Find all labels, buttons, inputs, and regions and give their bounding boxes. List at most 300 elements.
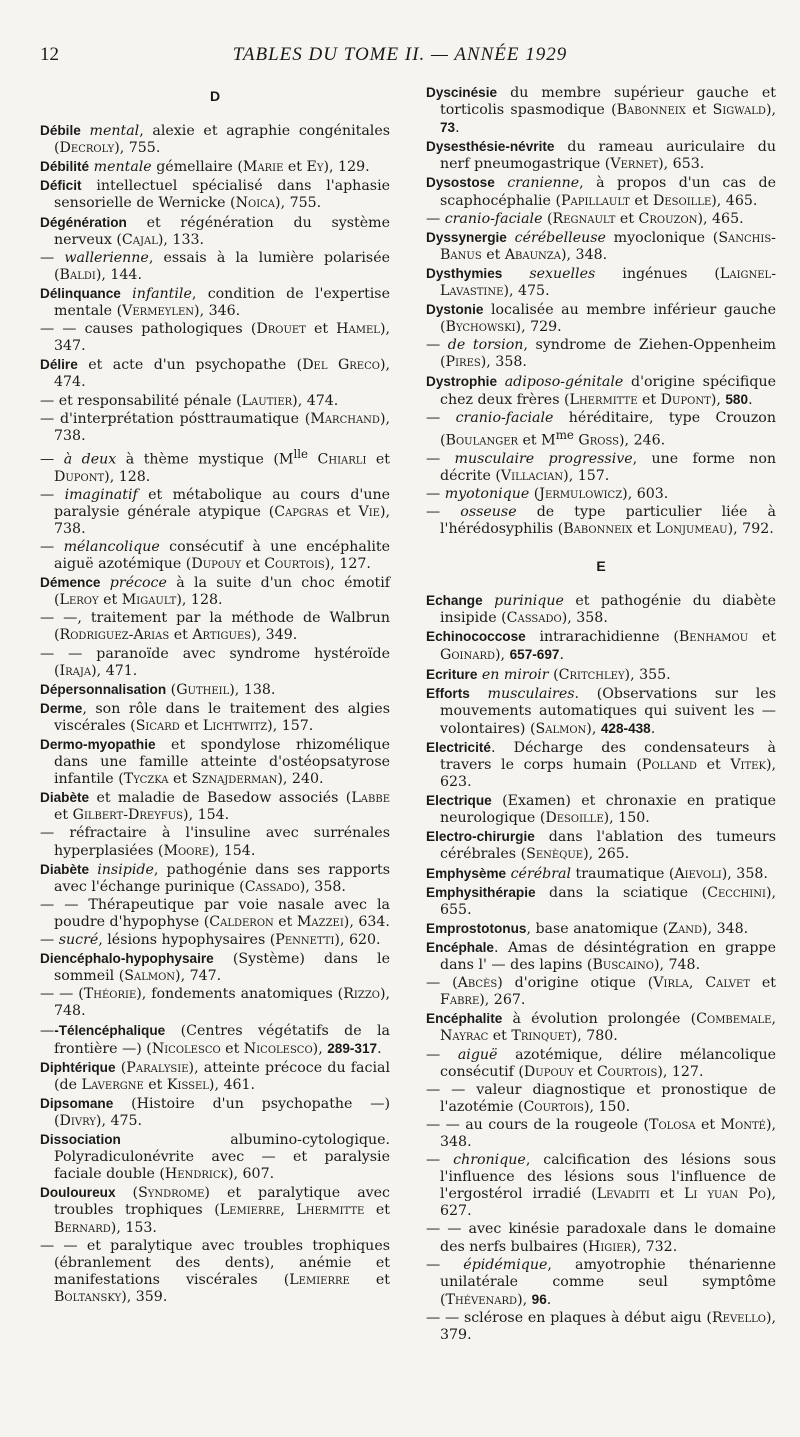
author-name: Tolosa bbox=[648, 1116, 696, 1133]
text: intrarachidienne ( bbox=[525, 629, 679, 646]
text: et bbox=[283, 159, 307, 176]
index-entry bbox=[426, 828, 776, 863]
headword: Délire bbox=[40, 357, 78, 373]
text: — bbox=[40, 451, 64, 468]
author-name: Crouzon bbox=[638, 210, 698, 227]
italic-text: mental bbox=[89, 123, 140, 140]
text: — bbox=[426, 409, 456, 426]
text bbox=[497, 374, 505, 390]
text: ), 627. bbox=[440, 1186, 776, 1220]
author-name: Dupouy bbox=[523, 1063, 574, 1080]
italic-text: infantile bbox=[132, 285, 192, 302]
superscript: me bbox=[555, 427, 574, 442]
italic-text: insipide bbox=[97, 861, 154, 878]
headword: -Télencéphalique bbox=[54, 1022, 166, 1038]
text: à évolution prolongée ( bbox=[502, 1011, 697, 1028]
author-name: Salmon bbox=[535, 720, 587, 737]
text: . Amas de désintégration en grappe dans l' — des lapins ( bbox=[440, 939, 776, 974]
author-name: Lavergne bbox=[81, 1076, 144, 1093]
text: ), 346. bbox=[194, 303, 241, 320]
text: ), 358. bbox=[480, 354, 527, 371]
index-entry bbox=[426, 939, 776, 974]
index-entry bbox=[426, 337, 776, 371]
index-entry bbox=[40, 250, 390, 284]
text: ), 623. bbox=[440, 757, 776, 791]
index-entry bbox=[426, 84, 776, 137]
index-entry bbox=[40, 986, 390, 1020]
index-entry bbox=[426, 174, 776, 209]
text: — bbox=[40, 486, 65, 503]
author-name: Rodriguez-Arias bbox=[59, 627, 170, 644]
author-name: Chiarli bbox=[317, 451, 367, 468]
index-entry bbox=[40, 1131, 390, 1183]
author-name: Noica bbox=[235, 195, 276, 212]
author-name: Benhamou bbox=[678, 629, 749, 646]
italic-text: musculaire progressive bbox=[454, 450, 633, 467]
text: ), 267. bbox=[479, 992, 526, 1009]
index-entry bbox=[40, 214, 390, 249]
text: ), 157. bbox=[563, 467, 610, 484]
author-name: Lichtwitz bbox=[202, 717, 268, 734]
headword: Dipsomane bbox=[40, 1095, 114, 1111]
text: (Examen) et chronaxie en pratique neurologique ( bbox=[440, 793, 776, 827]
author-name: Trinquet bbox=[511, 1028, 572, 1045]
index-entry bbox=[426, 1257, 776, 1309]
author-name: Decroly bbox=[59, 140, 115, 157]
text: et bbox=[364, 1202, 390, 1219]
text: ), 747. bbox=[175, 968, 222, 985]
text: — — paranoïde avec syndrome hystéroïde ( bbox=[40, 645, 390, 679]
headword: Dystrophie bbox=[426, 373, 498, 389]
text bbox=[502, 266, 529, 282]
text: — bbox=[426, 503, 461, 520]
headword: Débile bbox=[40, 123, 81, 139]
text: , base anatomique ( bbox=[526, 920, 669, 937]
author-name: Sanchis-Banus bbox=[440, 229, 776, 263]
text: ), 729. bbox=[515, 319, 562, 336]
author-name: Paralysie bbox=[126, 1059, 189, 1076]
text: , bbox=[688, 975, 706, 992]
text: , son rôle dans le traitement des algies viscérales ( bbox=[54, 700, 390, 734]
headword: Débilité bbox=[40, 159, 90, 175]
text: — ( bbox=[426, 975, 458, 992]
index-entry bbox=[426, 1117, 776, 1151]
text: et bbox=[143, 1076, 167, 1093]
headword: Dysostose bbox=[426, 175, 495, 191]
index-entry bbox=[40, 158, 390, 176]
index-entry bbox=[40, 1095, 390, 1130]
index-entry bbox=[40, 646, 390, 680]
text: ), 475. bbox=[503, 283, 550, 300]
right-column bbox=[426, 84, 776, 1345]
index-entry bbox=[40, 285, 390, 320]
text: . Décharge des condensateurs à travers le corps humain ( bbox=[440, 739, 776, 774]
text: et bbox=[632, 520, 656, 537]
index-entry bbox=[426, 920, 776, 938]
italic-text: de torsion bbox=[447, 337, 524, 354]
index-entry bbox=[426, 975, 776, 1009]
text: (Histoire d'un psychopathe —) ( bbox=[54, 1095, 390, 1129]
author-name: Combemale bbox=[696, 1011, 772, 1028]
left-entry-list bbox=[40, 122, 390, 1306]
text: ), 157. bbox=[267, 717, 314, 734]
text: ), 144. bbox=[95, 266, 142, 283]
text: ), 738. bbox=[54, 503, 390, 537]
italic-text: osseuse bbox=[460, 503, 517, 520]
index-entry bbox=[426, 1152, 776, 1220]
text bbox=[483, 593, 494, 609]
author-name: Salmon bbox=[124, 968, 176, 985]
text: et pathogénie du diabète insipide ( bbox=[440, 593, 777, 627]
italic-text: cérébelleuse bbox=[514, 229, 606, 246]
headword: Encéphalite bbox=[426, 1011, 503, 1027]
text: ( bbox=[542, 210, 553, 227]
author-name: Zand bbox=[668, 920, 703, 937]
author-name: Sicard bbox=[135, 717, 180, 734]
author-name: Lemierre bbox=[219, 1202, 281, 1219]
author-name: Hendrick bbox=[164, 1166, 228, 1183]
author-name: Hamel bbox=[336, 321, 380, 338]
author-name: Virla bbox=[653, 975, 689, 992]
text bbox=[495, 175, 507, 191]
text: et bbox=[488, 1028, 512, 1045]
text: ( bbox=[115, 1059, 127, 1076]
text: et bbox=[349, 1271, 391, 1288]
text: — bbox=[40, 1022, 55, 1039]
text: . bbox=[546, 1291, 552, 1308]
headword: Electricité bbox=[426, 739, 491, 755]
headword: Electrique bbox=[426, 793, 492, 809]
author-name: Cassado bbox=[244, 878, 300, 895]
text bbox=[81, 123, 90, 139]
text: ), 129. bbox=[323, 159, 370, 176]
text: — bbox=[40, 249, 65, 266]
index-entry bbox=[426, 628, 776, 664]
text: , lésions hypophysaires ( bbox=[98, 932, 276, 949]
text: ), bbox=[586, 720, 601, 737]
italic-text: mentale bbox=[93, 159, 152, 176]
text: ), 348. bbox=[560, 246, 608, 263]
text: et bbox=[54, 807, 73, 824]
text: ( bbox=[115, 1185, 139, 1202]
author-name: Vie bbox=[358, 503, 380, 520]
headword: Diencéphalo-hypophysaire bbox=[40, 951, 214, 967]
text: et bbox=[637, 391, 661, 408]
author-name: Goinard bbox=[440, 647, 496, 664]
italic-text: précoce bbox=[109, 575, 167, 592]
text: — — Thérapeutique par voie nasale avec la poudre d'hypophyse ( bbox=[40, 896, 390, 930]
author-name: Divry bbox=[59, 1112, 96, 1129]
text: de type particulier liée à l'hérédosyphilis ( bbox=[440, 503, 776, 537]
italic-text: en miroir bbox=[481, 666, 549, 683]
italic-text: à deux bbox=[63, 451, 117, 468]
text: et bbox=[98, 592, 122, 609]
text: , bbox=[280, 1202, 297, 1219]
text: ), 347. bbox=[54, 321, 390, 355]
index-entry bbox=[426, 1047, 776, 1081]
text: intellectuel spécialisé dans l'aphasie sensorielle de Wernicke ( bbox=[54, 178, 390, 212]
section-letter-e: E bbox=[596, 558, 606, 575]
text: et bbox=[748, 629, 776, 646]
text: et spondylose rhizomélique dans une famille atteinte d'ostéopsatyrose infantile ( bbox=[54, 737, 390, 788]
index-entry bbox=[40, 1184, 390, 1236]
text: ), 620. bbox=[334, 932, 381, 949]
text: et bbox=[649, 1186, 685, 1203]
text: ), 154. bbox=[183, 807, 230, 824]
headword: Dyscinésie bbox=[426, 85, 498, 100]
text: du rameau auriculaire du nerf pneumogastrique ( bbox=[440, 139, 776, 173]
author-name: Bychowski bbox=[445, 319, 516, 336]
text: ), atteinte précoce du facial (de bbox=[54, 1059, 390, 1093]
author-name: Babonneix bbox=[563, 520, 633, 537]
text: ), 755. bbox=[114, 140, 161, 157]
author-name: Marie bbox=[242, 159, 284, 176]
author-name: Pennetti bbox=[275, 932, 335, 949]
italic-text: sucré bbox=[58, 932, 99, 949]
text: — bbox=[40, 538, 64, 555]
headword: Emprostotonus bbox=[426, 920, 527, 936]
author-name: Del Greco bbox=[302, 357, 380, 374]
index-entry bbox=[40, 700, 390, 735]
text: . bbox=[559, 647, 564, 664]
author-name: Nicolesco bbox=[243, 1040, 313, 1057]
text: , essais à la lumière polarisée ( bbox=[54, 249, 391, 283]
text: et bbox=[696, 757, 731, 774]
text: , syndrome de Ziehen-Oppenheim ( bbox=[440, 337, 776, 371]
text: ), 128. bbox=[176, 592, 223, 609]
text: ), bbox=[517, 1291, 532, 1308]
text: ), 474. bbox=[292, 392, 339, 409]
text: — — sclérose en plaques à début aigu ( bbox=[426, 1309, 712, 1326]
text: ), 358. bbox=[299, 878, 346, 895]
text: — — valeur diagnostique et pronostique de l'azotémie ( bbox=[426, 1081, 776, 1115]
text: ingénues ( bbox=[595, 265, 720, 282]
headword: Dysesthésie-névrite bbox=[426, 139, 555, 155]
text: et bbox=[685, 102, 713, 119]
author-name: Cecchini bbox=[707, 884, 766, 901]
index-entry bbox=[40, 610, 390, 644]
index-entry bbox=[40, 950, 390, 985]
headword: Dermo-myopathie bbox=[40, 737, 156, 753]
text: (Système) dans le sommeil ( bbox=[54, 951, 390, 985]
author-name: Drouet bbox=[256, 321, 306, 338]
text: ), 634. bbox=[343, 913, 390, 930]
index-entry bbox=[426, 265, 776, 300]
text: ), 358. bbox=[561, 610, 608, 627]
italic-text: épidémique bbox=[463, 1256, 548, 1273]
author-name: Lhermitte bbox=[296, 1202, 365, 1219]
italic-text: sexuelles bbox=[529, 265, 596, 282]
text: — — et paralytique avec troubles trophiques (ébranlement des dents), anémie et manifestations viscérales ( bbox=[40, 1237, 390, 1288]
index-entry bbox=[40, 411, 390, 445]
text: et régénération du système nerveux ( bbox=[54, 214, 390, 248]
text: d'origine spécifique chez deux frères ( bbox=[440, 373, 776, 408]
author-name: Critchley bbox=[558, 666, 625, 683]
text: ( bbox=[548, 666, 559, 683]
text: ), 153. bbox=[110, 1219, 157, 1236]
text: et bbox=[169, 627, 193, 644]
italic-text: cranio-faciale bbox=[455, 409, 554, 426]
page-range: 73 bbox=[440, 120, 456, 136]
index-entry bbox=[40, 1022, 390, 1058]
author-name: Senèque bbox=[526, 846, 584, 863]
text: . (Observations sur les mouvements automatiques qui suivent les — volontaires) ( bbox=[440, 685, 776, 737]
headword: Diabète bbox=[40, 790, 90, 806]
text: et maladie de Basedow associés ( bbox=[89, 790, 352, 807]
text: — bbox=[426, 1046, 458, 1063]
author-name: Ey bbox=[306, 159, 324, 176]
author-name: Courtois bbox=[264, 556, 325, 573]
text: ), fondements anatomiques ( bbox=[136, 986, 344, 1003]
text: , à propos d'un cas de scaphocéphalie ( bbox=[440, 175, 776, 209]
text: ), 265. bbox=[583, 846, 630, 863]
text: — bbox=[426, 1152, 454, 1169]
text: et bbox=[168, 771, 192, 788]
headword: Diabète bbox=[40, 861, 90, 877]
index-entry bbox=[40, 1059, 390, 1094]
index-entry bbox=[426, 792, 776, 827]
text: — bbox=[426, 210, 445, 227]
author-name: Polland bbox=[641, 757, 697, 774]
author-name: Levaditi bbox=[596, 1186, 650, 1203]
index-entry bbox=[426, 592, 776, 627]
index-entry bbox=[40, 446, 390, 486]
headword: Délinquance bbox=[40, 285, 121, 301]
text: ( bbox=[166, 681, 177, 698]
author-name: Syndrome bbox=[138, 1185, 205, 1202]
index-entry bbox=[426, 1082, 776, 1116]
index-entry bbox=[426, 666, 776, 684]
index-entry bbox=[40, 574, 390, 609]
text: , une forme non décrite ( bbox=[440, 450, 776, 484]
text: gémellaire ( bbox=[151, 159, 243, 176]
italic-text: musculaires bbox=[487, 685, 575, 702]
author-name: Mazzei bbox=[296, 913, 344, 930]
text: ), 138. bbox=[229, 681, 276, 698]
text: — bbox=[426, 450, 455, 467]
index-entry bbox=[426, 451, 776, 485]
text: ), 359. bbox=[121, 1288, 168, 1305]
author-name: Jermulowicz bbox=[539, 485, 623, 502]
text: et bbox=[481, 246, 505, 263]
headword: Douloureux bbox=[40, 1185, 116, 1201]
author-name: Courtois bbox=[523, 1098, 584, 1115]
index-entry bbox=[40, 861, 390, 896]
text: ), 348. bbox=[440, 1116, 776, 1150]
author-name: Nayrac bbox=[440, 1028, 489, 1045]
index-entry bbox=[426, 410, 776, 450]
text: ), 379. bbox=[440, 1309, 776, 1344]
index-entry bbox=[40, 1238, 390, 1306]
author-name: Lemierre bbox=[289, 1271, 350, 1288]
text: ), bbox=[765, 102, 776, 119]
index-entry bbox=[40, 177, 390, 212]
text: ), 475. bbox=[95, 1112, 143, 1129]
author-name: Calderon bbox=[209, 913, 274, 930]
text: ), 246. bbox=[619, 432, 666, 449]
author-name: Abaunza bbox=[504, 246, 561, 263]
text: localisée au membre inférieur gauche ( bbox=[440, 302, 776, 336]
text: — — au cours de la rougeole ( bbox=[426, 1116, 649, 1133]
text: ), 748. bbox=[653, 957, 701, 974]
index-entry bbox=[426, 301, 776, 336]
index-entry bbox=[426, 884, 776, 919]
text: et bbox=[750, 975, 776, 992]
italic-text: chronique bbox=[453, 1152, 526, 1169]
italic-text: adiposo-génitale bbox=[504, 373, 624, 390]
index-entry bbox=[426, 486, 776, 503]
text: azotémique, délire mélancolique consécutif ( bbox=[440, 1046, 776, 1080]
author-name: Villacian bbox=[500, 467, 564, 484]
author-name: Pires bbox=[445, 354, 481, 371]
author-name: Sznajderman bbox=[191, 771, 278, 788]
text: héréditaire, type Crouzon ( bbox=[440, 409, 776, 449]
text: . bbox=[455, 120, 460, 137]
text: . bbox=[748, 391, 753, 408]
text: et bbox=[629, 192, 653, 209]
index-entry bbox=[426, 865, 776, 883]
author-name: Rizzo bbox=[343, 986, 380, 1003]
index-entry bbox=[426, 373, 776, 409]
text: et métabolique au cours d'une paralysie générale atypique ( bbox=[54, 486, 391, 520]
author-name: Li yuan Po bbox=[684, 1186, 766, 1203]
text: du membre supérieur gauche et torticolis spasmodique ( bbox=[440, 85, 776, 119]
index-entry bbox=[426, 138, 776, 173]
italic-text: aiguë bbox=[457, 1046, 498, 1063]
index-entry bbox=[40, 825, 390, 859]
text: , calcification des lésions sous l'influence des lésions sous l'influence de l'ergostérol irradié ( bbox=[440, 1152, 776, 1203]
text: et acte d'un psychopathe ( bbox=[77, 357, 303, 374]
text: ), 474. bbox=[54, 357, 391, 391]
page-range: 580 bbox=[725, 391, 749, 407]
headword: Efforts bbox=[426, 685, 470, 701]
index-entry bbox=[40, 122, 390, 157]
text: — —, traitement par la méthode de Walbrun ( bbox=[40, 610, 390, 644]
author-name: Théorie bbox=[83, 986, 137, 1003]
text: et bbox=[273, 913, 297, 930]
italic-text: cérébral bbox=[510, 865, 571, 882]
text: ( bbox=[529, 485, 540, 502]
italic-text: mélancolique bbox=[63, 538, 160, 555]
headword: Emphysème bbox=[426, 865, 507, 881]
italic-text: cranienne bbox=[507, 175, 580, 192]
text: et bbox=[220, 1040, 244, 1057]
text: ), bbox=[495, 647, 510, 664]
author-name: Marchand bbox=[310, 410, 380, 427]
text: (Centres végétatifs de la frontière —) ( bbox=[54, 1022, 390, 1057]
author-name: Iraja bbox=[59, 662, 92, 679]
author-name: Gilbert-Dreyfus bbox=[72, 807, 184, 824]
index-entry bbox=[40, 539, 390, 573]
text: ), 653. bbox=[658, 156, 705, 173]
text bbox=[507, 230, 515, 246]
author-name: Dupont bbox=[660, 391, 711, 408]
page-range: 289-317 bbox=[327, 1040, 378, 1056]
author-name: Buscaino bbox=[592, 957, 654, 974]
section-letter-d: D bbox=[209, 88, 221, 104]
headword: Electro-chirurgie bbox=[426, 829, 535, 845]
text: ), 603. bbox=[622, 485, 669, 502]
text: ), bbox=[710, 391, 726, 408]
page-header bbox=[40, 44, 760, 74]
text: ), 607. bbox=[227, 1166, 275, 1183]
text: , amyotrophie thénarienne unilatérale comme seul symptôme ( bbox=[440, 1256, 776, 1308]
text: ), 792. bbox=[727, 520, 774, 537]
text: , bbox=[771, 1011, 776, 1028]
text: — réfractaire à l'insuline avec surrénales hyperplasiées ( bbox=[40, 825, 390, 859]
text: — bbox=[40, 932, 59, 949]
index-entry bbox=[40, 681, 390, 699]
